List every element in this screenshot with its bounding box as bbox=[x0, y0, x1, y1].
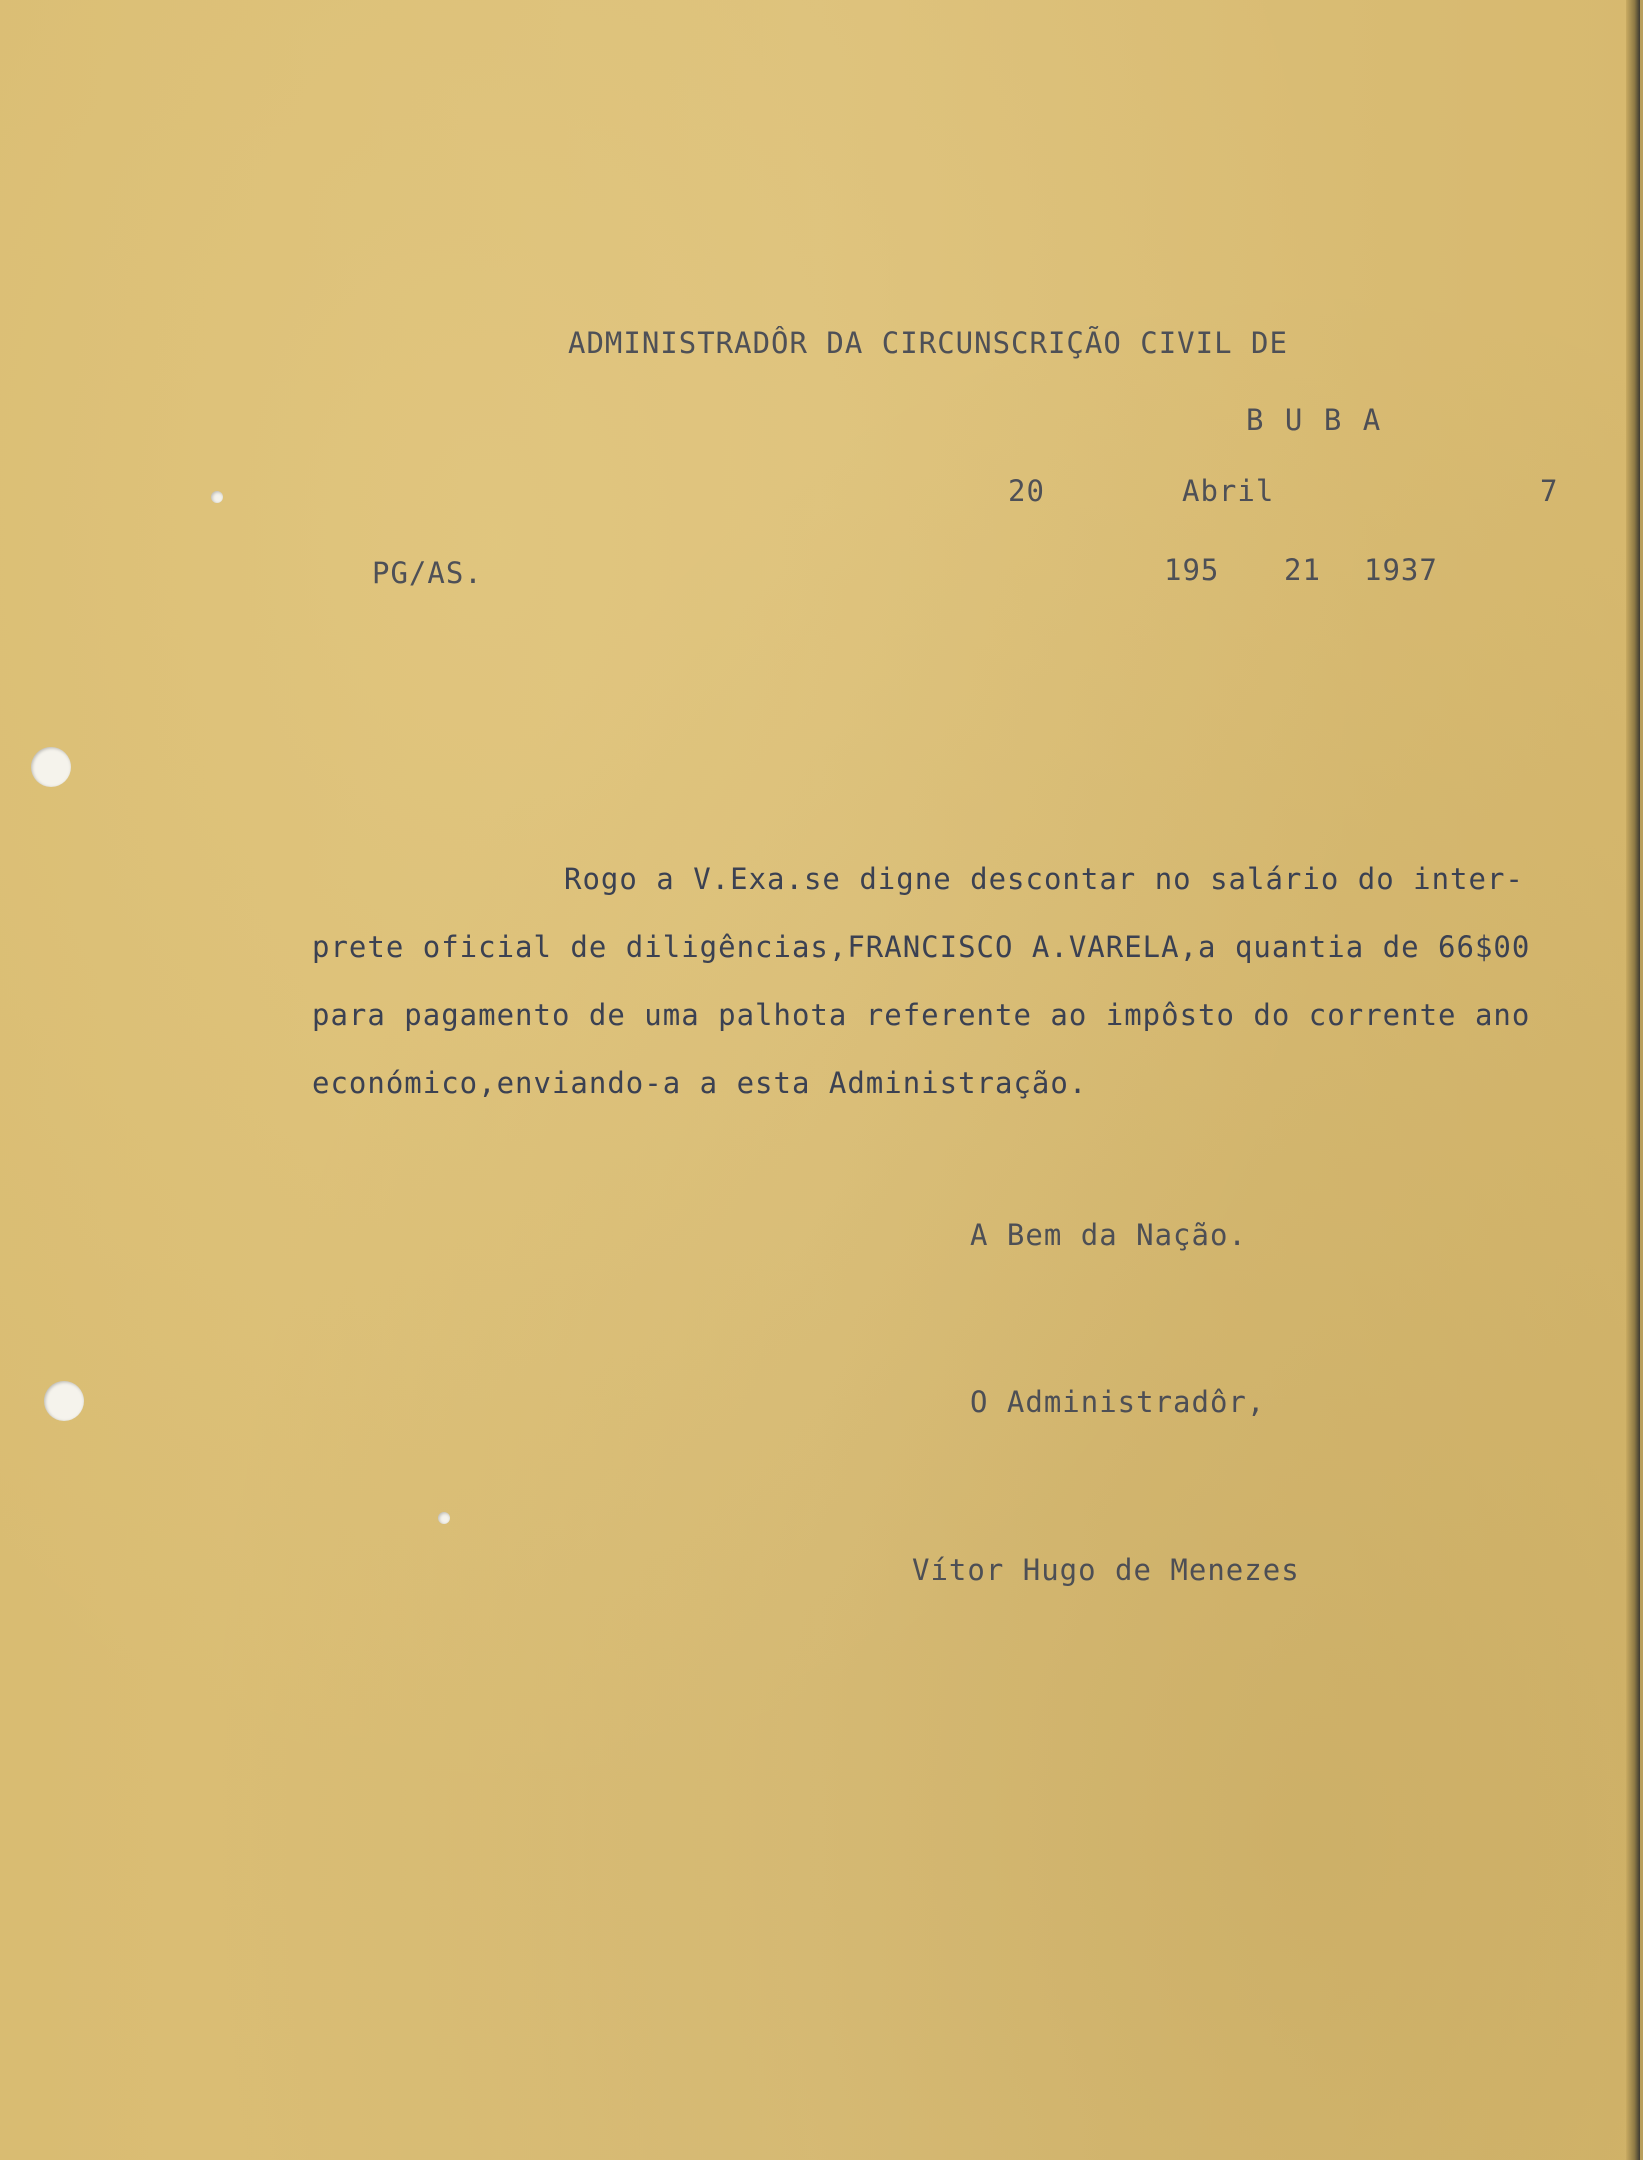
page-edge-shadow bbox=[1626, 0, 1640, 2160]
punch-hole bbox=[211, 491, 223, 503]
punch-hole bbox=[31, 747, 71, 787]
date-day: 20 bbox=[1008, 474, 1045, 508]
signatory-title: O Administradôr, bbox=[970, 1385, 1266, 1419]
document-number-year: 1937 bbox=[1364, 553, 1438, 587]
place-name: B U B A bbox=[1246, 403, 1383, 437]
document-number: 195 bbox=[1164, 553, 1220, 587]
punch-hole bbox=[44, 1381, 84, 1421]
office-heading: ADMINISTRADÔR DA CIRCUNSCRIÇÃO CIVIL DE bbox=[568, 326, 1288, 360]
closing-salutation: A Bem da Nação. bbox=[970, 1218, 1247, 1252]
letter-body bbox=[312, 845, 1622, 1117]
date-month: Abril bbox=[1182, 474, 1275, 508]
reference-code: PG/AS. bbox=[372, 556, 483, 590]
document-number-day: 21 bbox=[1284, 553, 1321, 587]
date-year-digit: 7 bbox=[1540, 474, 1559, 508]
body-line: Rogo a V.Exa.se digne descontar no salário do inter- bbox=[564, 862, 1524, 896]
punch-hole bbox=[438, 1512, 450, 1524]
signatory-name: Vítor Hugo de Menezes bbox=[912, 1553, 1300, 1587]
body-line: económico,enviando-a a esta Administração. bbox=[312, 1066, 1088, 1100]
body-line: prete oficial de diligências,FRANCISCO A.VARELA,a quantia de 66$00 bbox=[312, 930, 1531, 964]
body-line: para pagamento de uma palhota referente ao impôsto do corrente ano bbox=[312, 998, 1531, 1032]
